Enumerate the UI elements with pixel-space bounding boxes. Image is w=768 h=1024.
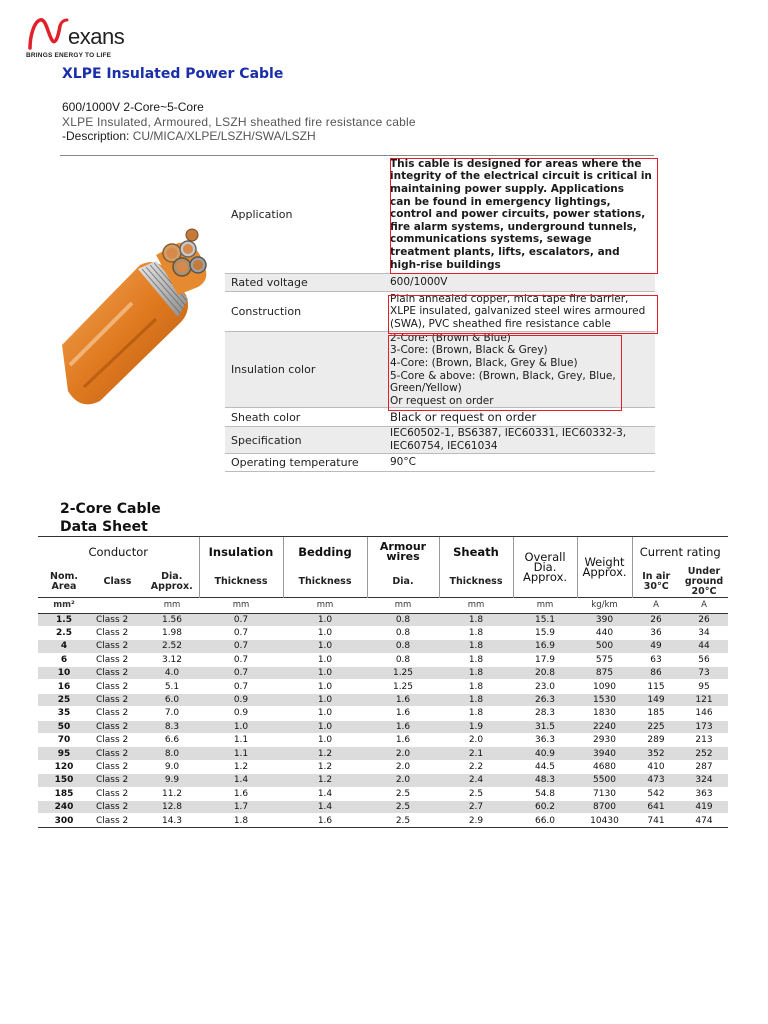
cable-cross-section-image: [60, 225, 220, 405]
header-overall-dia: Overall Dia. Approx.: [513, 537, 577, 598]
table-cell: 150: [38, 774, 90, 787]
table-cell: 185: [632, 707, 680, 720]
spec-row-operating-temperature: [225, 454, 655, 472]
table-cell: 48.3: [513, 774, 577, 787]
table-cell: 1.6: [367, 734, 439, 747]
table-cell: 1.56: [145, 613, 199, 626]
table-cell: 11.2: [145, 787, 199, 800]
subheader-in-air: In air 30°C: [632, 567, 680, 598]
highlight-box-construction: [388, 295, 658, 334]
table-cell: 1.25: [367, 667, 439, 680]
unit-cell: mm²: [38, 597, 90, 613]
table-cell: 16.9: [513, 640, 577, 653]
table-cell: 575: [577, 653, 632, 666]
table-cell: 1.8: [439, 667, 513, 680]
table-cell: 10430: [577, 814, 632, 827]
table-cell: 5.1: [145, 680, 199, 693]
table-cell: 2.7: [439, 800, 513, 813]
table-cell: 473: [632, 774, 680, 787]
table-cell: Class 2: [90, 626, 145, 639]
table-cell: 1.8: [439, 653, 513, 666]
table-cell: 2.5: [367, 800, 439, 813]
table-row: [38, 720, 728, 733]
datasheet-table: [38, 536, 728, 828]
header-insulation: Insulation: [199, 537, 283, 567]
table-cell: 36.3: [513, 734, 577, 747]
table-cell: 20.8: [513, 667, 577, 680]
table-row: [38, 693, 728, 706]
table-cell: 1.2: [283, 774, 367, 787]
table-cell: 0.7: [199, 667, 283, 680]
table-cell: 49: [632, 640, 680, 653]
header-weight: Weight Approx.: [577, 537, 632, 598]
table-cell: 1830: [577, 707, 632, 720]
table-cell: 1530: [577, 693, 632, 706]
spec-row-specification: [225, 427, 655, 454]
table-cell: 2.5: [367, 787, 439, 800]
table-cell: 1.0: [283, 734, 367, 747]
table-cell: 8.3: [145, 720, 199, 733]
unit-cell: A: [632, 597, 680, 613]
table-cell: Class 2: [90, 693, 145, 706]
table-cell: 31.5: [513, 720, 577, 733]
table-cell: 2.0: [367, 747, 439, 760]
table-row: [38, 787, 728, 800]
table-cell: 1.8: [439, 626, 513, 639]
highlight-box-application: [390, 158, 658, 274]
table-cell: 324: [680, 774, 728, 787]
table-cell: 2.4: [439, 774, 513, 787]
table-cell: 5500: [577, 774, 632, 787]
spec-value-insulation-color: 2-Core: (Brown & Blue) 3-Core: (Brown, Black & Grey) 4-Core: (Brown, Black, Grey & Blue) 5-Core & above: (Brown, Black, Grey, Blue, Green/Yellow) Or request on order: [390, 331, 616, 407]
table-cell: 17.9: [513, 653, 577, 666]
table-cell: 26: [680, 613, 728, 626]
table-cell: Class 2: [90, 667, 145, 680]
unit-cell: mm: [513, 597, 577, 613]
table-cell: Class 2: [90, 760, 145, 773]
spec-label-rated-voltage: Rated voltage: [231, 276, 308, 289]
table-cell: 440: [577, 626, 632, 639]
table-cell: Class 2: [90, 680, 145, 693]
unit-cell: mm: [199, 597, 283, 613]
table-cell: Class 2: [90, 640, 145, 653]
table-cell: 1.6: [367, 707, 439, 720]
table-cell: 60.2: [513, 800, 577, 813]
table-cell: 26.3: [513, 693, 577, 706]
table-cell: 95: [680, 680, 728, 693]
table-cell: 34: [680, 626, 728, 639]
table-cell: 1.1: [199, 747, 283, 760]
table-cell: 1.8: [199, 814, 283, 827]
table-cell: Class 2: [90, 747, 145, 760]
header-conductor: Conductor: [38, 537, 199, 567]
table-cell: 1.8: [439, 640, 513, 653]
nexans-logo: [24, 14, 144, 64]
voltage-subtitle: 600/1000V 2-Core~5-Core: [62, 100, 204, 114]
unit-cell: mm: [439, 597, 513, 613]
table-row: [38, 800, 728, 813]
table-cell: 73: [680, 667, 728, 680]
table-cell: 1.7: [199, 800, 283, 813]
table-cell: 1.0: [283, 653, 367, 666]
table-cell: 1.2: [283, 760, 367, 773]
table-cell: 240: [38, 800, 90, 813]
table-cell: 146: [680, 707, 728, 720]
table-cell: 0.7: [199, 613, 283, 626]
table-cell: 6.0: [145, 693, 199, 706]
table-cell: 1.0: [283, 667, 367, 680]
spec-row-rated-voltage: [225, 274, 655, 292]
table-cell: 363: [680, 787, 728, 800]
table-cell: 14.3: [145, 814, 199, 827]
table-cell: 120: [38, 760, 90, 773]
table-cell: 66.0: [513, 814, 577, 827]
table-cell: 1.6: [367, 720, 439, 733]
table-cell: 1.6: [199, 787, 283, 800]
table-cell: 741: [632, 814, 680, 827]
spec-label-construction: Construction: [231, 305, 302, 318]
unit-cell: mm: [367, 597, 439, 613]
unit-cell: kg/km: [577, 597, 632, 613]
table-cell: 1.8: [439, 693, 513, 706]
table-cell: 4: [38, 640, 90, 653]
table-cell: 0.8: [367, 626, 439, 639]
table-cell: 300: [38, 814, 90, 827]
datasheet-title: 2-Core Cable Data Sheet: [60, 501, 161, 535]
table-cell: 86: [632, 667, 680, 680]
table-cell: 1.6: [283, 814, 367, 827]
table-row: [38, 747, 728, 760]
table-cell: 0.8: [367, 653, 439, 666]
table-cell: 173: [680, 720, 728, 733]
table-cell: 352: [632, 747, 680, 760]
table-cell: 1.0: [283, 640, 367, 653]
table-cell: 390: [577, 613, 632, 626]
table-cell: 7.0: [145, 707, 199, 720]
spec-value-operating-temperature: 90°C: [390, 456, 416, 469]
table-cell: 15.1: [513, 613, 577, 626]
table-cell: 0.7: [199, 640, 283, 653]
table-cell: Class 2: [90, 720, 145, 733]
table-cell: 1.0: [199, 720, 283, 733]
table-cell: Class 2: [90, 800, 145, 813]
table-cell: 289: [632, 734, 680, 747]
table-cell: 54.8: [513, 787, 577, 800]
table-cell: 10: [38, 667, 90, 680]
table-cell: 1.4: [283, 787, 367, 800]
table-cell: 36: [632, 626, 680, 639]
table-cell: Class 2: [90, 734, 145, 747]
table-cell: 0.8: [367, 640, 439, 653]
table-cell: 1.2: [199, 760, 283, 773]
table-cell: 1.0: [283, 693, 367, 706]
table-cell: 287: [680, 760, 728, 773]
table-cell: 1.8: [439, 680, 513, 693]
table-cell: 4.0: [145, 667, 199, 680]
table-cell: 500: [577, 640, 632, 653]
table-cell: 225: [632, 720, 680, 733]
table-cell: 1.4: [283, 800, 367, 813]
spec-value-application: This cable is designed for areas where the integrity of the electrical circuit is critical in maintaining power supply. Applications can be found in emergency lightings, control and power circuits, power stations, fire alarm systems, underground tunnels, communications systems, sewage treatment plants, lifts, escalators, and high-rise buildings: [390, 157, 652, 271]
table-cell: 875: [577, 667, 632, 680]
table-cell: 1.4: [199, 774, 283, 787]
table-cell: 25: [38, 693, 90, 706]
table-row: [38, 760, 728, 773]
table-cell: 16: [38, 680, 90, 693]
table-cell: 1.2: [283, 747, 367, 760]
header-sheath: Sheath: [439, 537, 513, 567]
table-cell: 44: [680, 640, 728, 653]
table-cell: 7130: [577, 787, 632, 800]
table-cell: 2.0: [367, 760, 439, 773]
table-cell: 26: [632, 613, 680, 626]
table-cell: 9.0: [145, 760, 199, 773]
unit-cell: A: [680, 597, 728, 613]
table-cell: 63: [632, 653, 680, 666]
table-cell: 8.0: [145, 747, 199, 760]
document-title: XLPE Insulated Power Cable: [62, 66, 284, 82]
units-row: [38, 597, 728, 613]
header-bedding: Bedding: [283, 537, 367, 567]
table-cell: 1.5: [38, 613, 90, 626]
table-cell: 1.25: [367, 680, 439, 693]
spec-label-sheath-color: Sheath color: [231, 410, 301, 424]
table-cell: 12.8: [145, 800, 199, 813]
subheader-under-ground: Under ground 20°C: [684, 565, 724, 597]
table-cell: 2.0: [367, 774, 439, 787]
table-row: [38, 734, 728, 747]
table-cell: 1.1: [199, 734, 283, 747]
table-cell: 1.98: [145, 626, 199, 639]
spec-value-specification: IEC60502-1, BS6387, IEC60331, IEC60332-3, IEC60754, IEC61034: [390, 427, 627, 452]
table-row: [38, 653, 728, 666]
table-cell: 2.1: [439, 747, 513, 760]
description-line: [62, 129, 316, 143]
description-value: CU/MICA/XLPE/LSZH/SWA/LSZH: [132, 129, 316, 143]
table-cell: 50: [38, 720, 90, 733]
table-cell: 1.0: [283, 720, 367, 733]
table-cell: 1090: [577, 680, 632, 693]
table-cell: 56: [680, 653, 728, 666]
table-cell: 2930: [577, 734, 632, 747]
table-cell: 641: [632, 800, 680, 813]
table-cell: 35: [38, 707, 90, 720]
table-cell: 8700: [577, 800, 632, 813]
table-cell: 28.3: [513, 707, 577, 720]
table-cell: 3940: [577, 747, 632, 760]
table-cell: 410: [632, 760, 680, 773]
table-cell: 40.9: [513, 747, 577, 760]
table-cell: 9.9: [145, 774, 199, 787]
table-cell: 4680: [577, 760, 632, 773]
subheader-insulation-thickness: Thickness: [199, 567, 283, 598]
table-cell: Class 2: [90, 787, 145, 800]
table-cell: 2.0: [439, 734, 513, 747]
spec-value-rated-voltage: 600/1000V: [390, 276, 448, 289]
table-cell: Class 2: [90, 613, 145, 626]
table-cell: 2.5: [367, 814, 439, 827]
table-cell: 185: [38, 787, 90, 800]
spec-label-application: Application: [231, 208, 293, 221]
table-cell: Class 2: [90, 814, 145, 827]
unit-cell: mm: [145, 597, 199, 613]
spec-table: [225, 156, 655, 472]
table-cell: 0.7: [199, 626, 283, 639]
table-cell: 44.5: [513, 760, 577, 773]
table-cell: 121: [680, 693, 728, 706]
table-cell: 2.5: [38, 626, 90, 639]
brand-tagline: BRINGS ENERGY TO LIFE: [26, 52, 112, 59]
spec-value-sheath-color: Black or request on order: [390, 409, 537, 424]
table-cell: 1.0: [283, 680, 367, 693]
spec-value-construction: Plain annealed copper, mica tape fire barrier, XLPE insulated, galvanized steel wires armoured (SWA), PVC sheathed fire resistance cable: [390, 292, 646, 330]
table-cell: 1.8: [439, 707, 513, 720]
table-cell: 2240: [577, 720, 632, 733]
table-cell: 1.0: [283, 707, 367, 720]
subheader-nom-area: Nom. Area: [50, 570, 78, 592]
table-cell: Class 2: [90, 774, 145, 787]
table-cell: 1.0: [283, 626, 367, 639]
subheader-armour-dia: Dia.: [367, 567, 439, 598]
table-cell: 0.9: [199, 707, 283, 720]
table-cell: 0.8: [367, 613, 439, 626]
spec-label-insulation-color: Insulation color: [231, 363, 316, 376]
table-cell: 2.5: [439, 787, 513, 800]
subheader-sheath-thickness: Thickness: [439, 567, 513, 598]
table-cell: Class 2: [90, 653, 145, 666]
table-cell: 3.12: [145, 653, 199, 666]
subheader-class: Class: [103, 576, 132, 587]
description-label: -Description:: [62, 129, 130, 143]
table-cell: 474: [680, 814, 728, 827]
table-cell: 252: [680, 747, 728, 760]
datasheet-body: [38, 613, 728, 827]
highlight-box-insulation-color: [388, 335, 622, 411]
cable-description: XLPE Insulated, Armoured, LSZH sheathed fire resistance cable: [62, 115, 416, 129]
table-row: [38, 774, 728, 787]
table-row: [38, 707, 728, 720]
table-cell: 2.2: [439, 760, 513, 773]
header-current-rating: Current rating: [632, 537, 728, 567]
subheader-bedding-thickness: Thickness: [283, 567, 367, 598]
table-cell: 419: [680, 800, 728, 813]
unit-cell: mm: [283, 597, 367, 613]
table-cell: 0.7: [199, 680, 283, 693]
spec-label-operating-temperature: Operating temperature: [231, 456, 359, 469]
table-cell: 6.6: [145, 734, 199, 747]
table-row: [38, 680, 728, 693]
table-cell: 95: [38, 747, 90, 760]
table-cell: 542: [632, 787, 680, 800]
table-cell: 15.9: [513, 626, 577, 639]
table-cell: Class 2: [90, 707, 145, 720]
subheader-dia-approx: Dia. Approx.: [150, 570, 193, 592]
spec-label-specification: Specification: [231, 433, 302, 447]
table-cell: 1.9: [439, 720, 513, 733]
table-cell: 0.7: [199, 653, 283, 666]
table-row: [38, 814, 728, 827]
table-cell: 1.6: [367, 693, 439, 706]
table-cell: 6: [38, 653, 90, 666]
table-row: [38, 667, 728, 680]
table-cell: 1.0: [283, 613, 367, 626]
table-cell: 2.52: [145, 640, 199, 653]
header-armour-wires: Armour wires: [367, 537, 439, 567]
table-row: [38, 640, 728, 653]
table-cell: 70: [38, 734, 90, 747]
unit-cell: [90, 597, 145, 613]
brand-name: exans: [68, 24, 125, 49]
table-cell: 149: [632, 693, 680, 706]
table-row: [38, 626, 728, 639]
table-cell: 115: [632, 680, 680, 693]
table-cell: 2.9: [439, 814, 513, 827]
table-cell: 1.8: [439, 613, 513, 626]
nexans-n-mark-icon: [24, 14, 70, 54]
table-row: [38, 613, 728, 626]
table-cell: 23.0: [513, 680, 577, 693]
table-cell: 0.9: [199, 693, 283, 706]
table-cell: 213: [680, 734, 728, 747]
